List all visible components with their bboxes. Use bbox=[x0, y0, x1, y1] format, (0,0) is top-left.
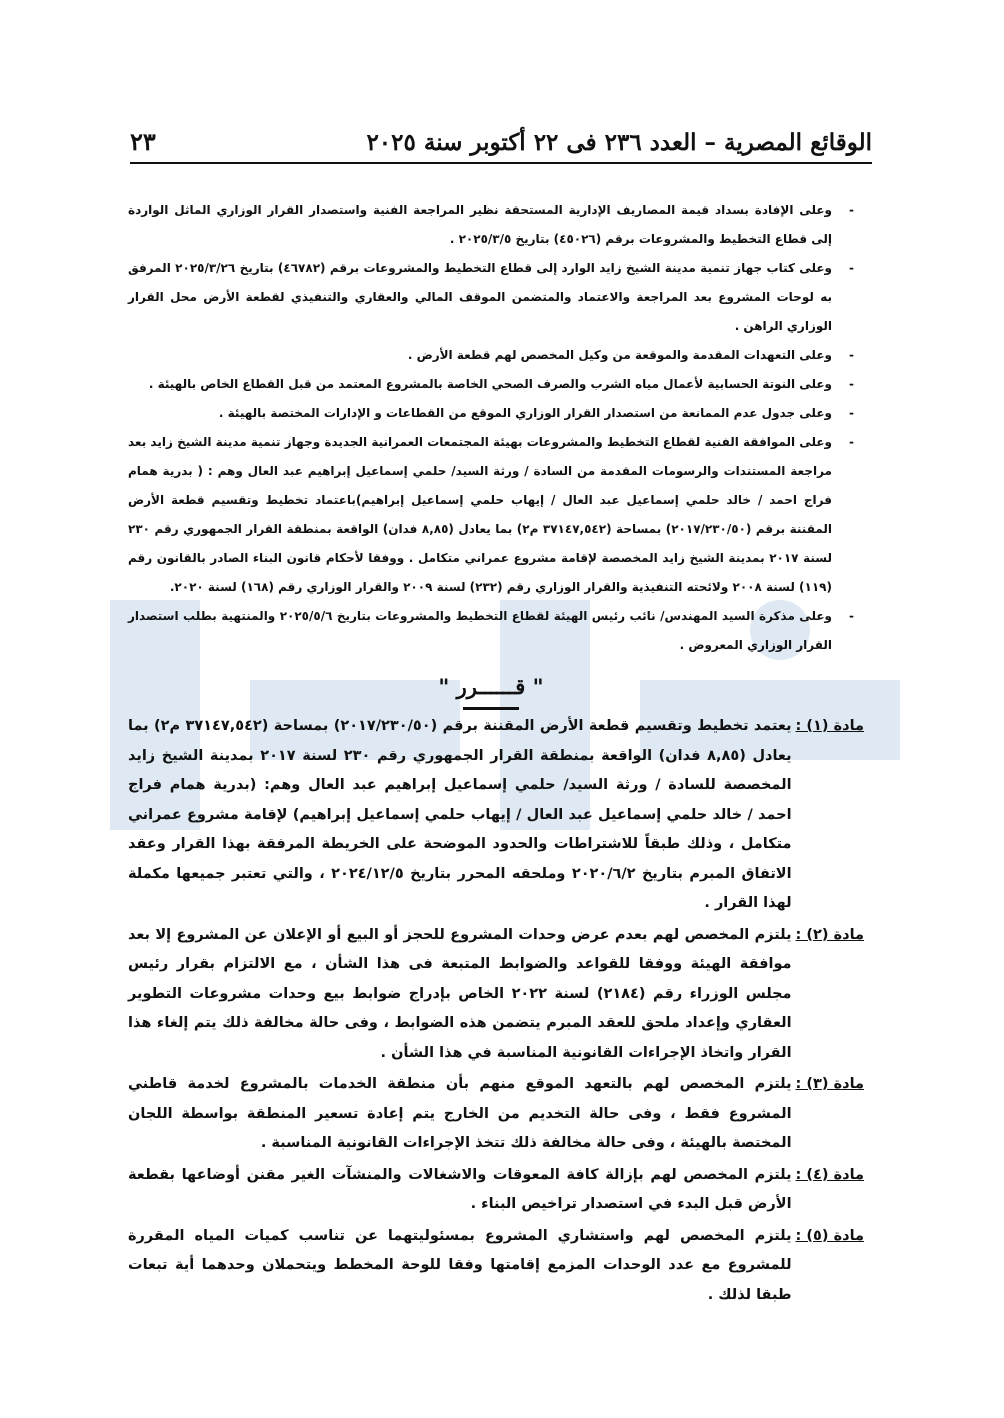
article-label: مادة (٣) : bbox=[795, 1076, 864, 1092]
article-4 bbox=[128, 1161, 864, 1220]
articles-section bbox=[128, 712, 864, 1312]
preamble-text: وعلى جدول عدم الممانعة من استصدار القرار الوزاري الموقع من القطاعات و الإدارات المختصة بالهيئة . bbox=[218, 406, 832, 420]
preamble-item: - وعلى جدول عدم الممانعة من استصدار القرار الوزاري الموقع من القطاعات و الإدارات المختصة بالهيئة . bbox=[218, 406, 854, 420]
article-2 bbox=[128, 921, 864, 1069]
article-text: يلتزم المخصص لهم بالتعهد الموقع منهم بأن منطقة الخدمات بالمشروع لخدمة قاطني المشروع فقط ، وفى حالة التخديم من الخارج يتم إعادة تسعير المنطقة بواسطة اللجان المختصة بالهيئة ، وفى حالة مخالفة ذلك تتخذ الإجراءات القانونية المناسبة . bbox=[128, 1076, 792, 1151]
preamble-item: - وعلى كتاب جهاز تنمية مدينة الشيخ زايد الوارد إلى قطاع التخطيط والمشروعات برقم (٤٦٧٨٢) بتاريخ ٢٠٢٥/٣/٢٦ المرفق به لوحات المشروع بعد المراجعة والاعتماد والمتضمن الموقف المالي والعقاري والتنفيذي لقطعة الأرض محل القرار الوزاري الراهن . bbox=[128, 261, 854, 333]
preamble-text: وعلى التعهدات المقدمة والموقعة من وكيل المخصص لهم قطعة الأرض . bbox=[407, 348, 832, 362]
decree-title: " قــــــرر " bbox=[438, 674, 544, 699]
preamble-item: - وعلى النوتة الحسابية لأعمال مياه الشرب والصرف الصحي الخاصة بالمشروع المعتمد من قبل القطاع الخاص بالهيئة . bbox=[148, 377, 854, 391]
article-5 bbox=[128, 1222, 864, 1311]
gazette-title: الوقائع المصرية – العدد ٢٣٦ فى ٢٢ أكتوبر سنة ٢٠٢٥ bbox=[366, 129, 872, 156]
article-text: يلتزم المخصص لهم بعدم عرض وحدات المشروع للحجز أو البيع أو الإعلان عن المشروع إلا بعد موافقة الهيئة ووفقا للقواعد والضوابط المتبعة فى هذا الشأن ، مع الالتزام بقرار رئيس مجلس الوزراء رقم (٢١٨٤) لسنة ٢٠٢٢ الخاص بإدراج ضوابط بيع وحدات مشروعات التطوير العقاري وإعداد ملحق للعقد المبرم يتضمن هذه الضوابط ، وفى حالة مخالفة ذلك يتم إلغاء هذا القرار واتخاذ الإجراءات القانونية المناسبة في هذا الشأن . bbox=[128, 926, 792, 1061]
preamble-item: - وعلى الإفادة بسداد قيمة المصاريف الإدارية المستحقة نظير المراجعة الفنية واستصدار القرار الوزاري الماثل الواردة إلى قطاع التخطيط والمشروعات برقم (٤٥٠٢٦) بتاريخ ٢٠٢٥/٣/٥ . bbox=[128, 203, 854, 246]
article-text: يلتزم المخصص لهم واستشاري المشروع بمسئوليتهما عن تناسب كميات المياه المقررة للمشروع مع عدد الوحدات المزمع إقامتها وفقا للوحة المخطط ويتحملان وحدهما أية تبعات طبقا لذلك . bbox=[128, 1227, 792, 1303]
article-1 bbox=[128, 712, 864, 919]
page-header bbox=[130, 112, 872, 164]
preamble-item: - وعلى الموافقة الفنية لقطاع التخطيط والمشروعات بهيئة المجتمعات العمرانية الجديدة وجهاز تنمية مدينة الشيخ زايد بعد مراجعة المستندات والرسومات المقدمة من السادة / ورثة السيد/ حلمي إسماعيل إبراهيم عبد العال وهم : ( بدرية همام فراج احمد / خالد حلمي إسماعيل عبد العال / إيهاب حلمي إسماعيل إبراهيم)باعتماد تخطيط وتقسيم قطعة الأرض المقننة برقم (٢٠١٧/٢٣٠/٥٠) بمساحة (٣٧١٤٧,٥٤٢ م٢) بما يعادل (٨,٨٥ فدان) الواقعة بمنطقة القرار الجمهوري رقم ٢٣٠ لسنة ٢٠١٧ بمدينة الشيخ زايد المخصصة لإقامة مشروع عمراني متكامل . ووفقا لأحكام قانون البناء الصادر بالقانون رقم (١١٩) لسنة ٢٠٠٨ ولائحته التنفيذية والقرار الوزاري رقم (٢٣٢) لسنة ٢٠٠٩ والقرار الوزاري رقم (١٦٨) لسنة ٢٠٢٠. bbox=[128, 435, 854, 594]
decree-heading bbox=[128, 674, 854, 710]
article-label: مادة (١) : bbox=[795, 718, 864, 734]
preamble-text: وعلى النوتة الحسابية لأعمال مياه الشرب والصرف الصحي الخاصة بالمشروع المعتمد من قبل القطاع الخاص بالهيئة . bbox=[148, 377, 832, 391]
article-text: يلتزم المخصص لهم بإزالة كافة المعوقات والاشغالات والمنشآت الغير مقنن أوضاعها بقطعة الأرض قبل البدء في استصدار تراخيص البناء . bbox=[128, 1166, 792, 1212]
preamble-item: - وعلى التعهدات المقدمة والموقعة من وكيل المخصص لهم قطعة الأرض . bbox=[407, 348, 854, 362]
decree-underline bbox=[463, 707, 519, 710]
preamble-item: - وعلى مذكرة السيد المهندس/ نائب رئيس الهيئة لقطاع التخطيط والمشروعات بتاريخ ٢٠٢٥/٥/٦ والمنتهية بطلب استصدار القرار الوزاري المعروض . bbox=[128, 609, 854, 652]
preamble-section bbox=[128, 196, 854, 726]
article-text: يعتمد تخطيط وتقسيم قطعة الأرض المقننة برقم (٢٠١٧/٢٣٠/٥٠) بمساحة (٣٧١٤٧,٥٤٢ م٢) بما يعادل (٨,٨٥ فدان) الواقعة بمنطقة القرار الجمهوري رقم ٢٣٠ لسنة ٢٠١٧ بمدينة الشيخ زايد المخصصة للسادة / ورثة السيد/ حلمي إسماعيل إبراهيم عبد العال وهم: (بدرية همام فراج احمد / خالد حلمي إسماعيل عبد العال / إيهاب حلمي إسماعيل إبراهيم) لإقامة مشروع عمراني متكامل ، وذلك طبقاً للاشتراطات والحدود الموضحة على الخريطة المرفقة بهذا القرار وعقد الاتفاق المبرم بتاريخ ٢٠٢٠/٦/٢ وملحقه المحرر بتاريخ ٢٠٢٤/١٢/٥ ، والتي تعتبر جميعها مكملة لهذا القرار . bbox=[128, 718, 792, 911]
article-label: مادة (٤) : bbox=[795, 1166, 864, 1183]
preamble-text: وعلى الإفادة بسداد قيمة المصاريف الإدارية المستحقة نظير المراجعة الفنية واستصدار القرار الوزاري الماثل الواردة إلى قطاع التخطيط والمشروعات برقم (٤٥٠٢٦) بتاريخ ٢٠٢٥/٣/٥ . bbox=[128, 203, 832, 246]
article-3 bbox=[128, 1070, 864, 1159]
preamble-text: وعلى مذكرة السيد المهندس/ نائب رئيس الهيئة لقطاع التخطيط والمشروعات بتاريخ ٢٠٢٥/٥/٦ والمنتهية بطلب استصدار القرار الوزاري المعروض . bbox=[128, 609, 832, 652]
article-label: مادة (٢) : bbox=[795, 926, 864, 943]
preamble-text: وعلى الموافقة الفنية لقطاع التخطيط والمشروعات بهيئة المجتمعات العمرانية الجديدة وجهاز تنمية مدينة الشيخ زايد بعد مراجعة المستندات والرسومات المقدمة من السادة / ورثة السيد/ حلمي إسماعيل إبراهيم عبد العال وهم : ( بدرية همام فراج احمد / خالد حلمي إسماعيل عبد العال / إيهاب حلمي إسماعيل إبراهيم)باعتماد تخطيط وتقسيم قطعة الأرض المقننة برقم (٢٠١٧/٢٣٠/٥٠) بمساحة (٣٧١٤٧,٥٤٢ م٢) بما يعادل (٨,٨٥ فدان) الواقعة بمنطقة القرار الجمهوري رقم ٢٣٠ لسنة ٢٠١٧ بمدينة الشيخ زايد المخصصة لإقامة مشروع عمراني متكامل . ووفقا لأحكام قانون البناء الصادر بالقانون رقم (١١٩) لسنة ٢٠٠٨ ولائحته التنفيذية والقرار الوزاري رقم (٢٣٢) لسنة ٢٠٠٩ والقرار الوزاري رقم (١٦٨) لسنة ٢٠٢٠. bbox=[128, 435, 832, 594]
article-label: مادة (٥) : bbox=[795, 1227, 864, 1244]
preamble-text: وعلى كتاب جهاز تنمية مدينة الشيخ زايد الوارد إلى قطاع التخطيط والمشروعات برقم (٤٦٧٨٢) بتاريخ ٢٠٢٥/٣/٢٦ المرفق به لوحات المشروع بعد المراجعة والاعتماد والمتضمن الموقف المالي والعقاري والتنفيذي لقطعة الأرض محل القرار الوزاري الراهن . bbox=[128, 261, 833, 333]
page-number: ٢٣ bbox=[130, 127, 156, 156]
